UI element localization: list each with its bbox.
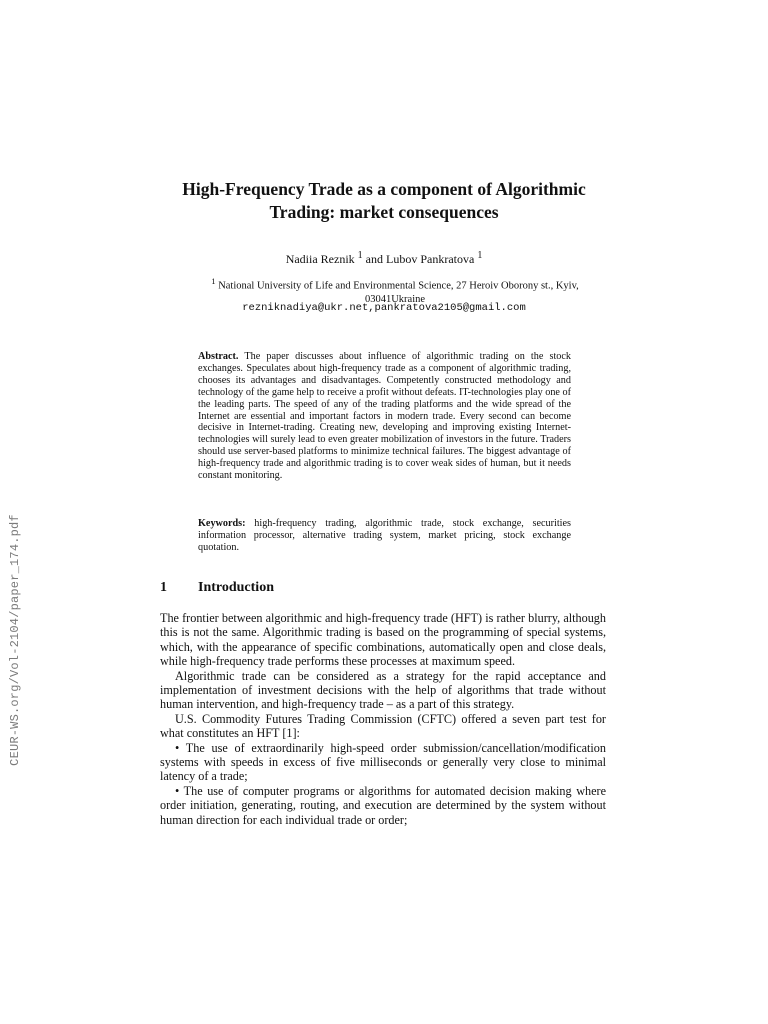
affiliation-text: National University of Life and Environmental Science, 27 Heroiv Oborony st., Kyiv, 03041Ukraine: [218, 280, 579, 305]
affiliation-mark: 1: [211, 276, 216, 286]
abstract-label: Abstract.: [198, 351, 239, 362]
section-body: [160, 611, 606, 827]
author-name: Lubov Pankratova: [386, 252, 475, 266]
author-separator: and: [365, 252, 386, 266]
section-title: Introduction: [198, 580, 274, 595]
body-paragraph: Algorithmic trade can be considered as a strategy for the rapid acceptance and implementation of investment decisions with the help of algorithms that trade without human intervention, and high-frequency trade – as a part of this strategy.: [160, 668, 606, 712]
keywords-text: high-frequency trading, algorithmic trade, stock exchange, securities information processor, alternative trading system, market pricing, stock exchange quotation.: [198, 518, 571, 553]
keywords: [198, 518, 571, 554]
bullet-item: • The use of computer programs or algorithms for automated decision making where order initiation, generating, routing, and execution are determined by the system without human direction for each individual trade or order;: [160, 783, 606, 827]
abstract-text: The paper discusses about influence of algorithmic trading on the stock exchanges. Speculates about high-frequency trade as a component of algorithmic trading, chooses its advantages and disadvantages. Competently constructed methodology and technology of the game help to receive a profit without defeats. IT-technologies play one of the leading parts. The speed of any of the trading platforms and the wide spread of the Internet are essential and important factors in modern trade. Every second can become decisive in Internet-trading. Creating new, developing and improving existing Internet-technologies will surely lead to even greater mobilization of investors in the future. Traders should use server-based platforms to minimize technical failures. The biggest advantage of high-frequency trade and algorithmic trading is to cover weak sides of human, but it needs constant monitoring.: [198, 351, 572, 482]
section-heading: [160, 580, 274, 596]
abstract: [198, 351, 571, 482]
author-affiliation-mark: 1: [357, 250, 363, 261]
affiliation: [185, 275, 605, 306]
side-identifier: [4, 514, 26, 766]
keywords-label: Keywords:: [198, 518, 246, 529]
paper-title: High-Frequency Trade as a component of Algorithmic Trading: market consequences: [182, 179, 586, 222]
body-paragraph: U.S. Commodity Futures Trading Commission (CFTC) offered a seven part test for what constitutes an HFT [1]:: [160, 711, 606, 741]
section-number: 1: [160, 580, 167, 595]
author-affiliation-mark: 1: [477, 250, 483, 261]
author-name: Nadiia Reznik: [285, 252, 355, 266]
author-emails[interactable]: rezniknadiya@ukr.net,pankratova2105@gmail.com: [242, 302, 526, 314]
body-paragraph: The frontier between algorithmic and high-frequency trade (HFT) is rather blurry, although this is not the same. Algorithmic trading is based on the programming of special systems, which, with the appearance of specific combinations, automatically open and close deals, while high-frequency trade performs these processes at maximum speed.: [160, 611, 606, 669]
authors-line: [150, 248, 618, 267]
bullet-item: • The use of extraordinarily high-speed order submission/cancellation/modification systems with speeds in excess of five milliseconds or generally very close to minimal latency of a trade;: [160, 740, 606, 784]
side-identifier-text: CEUR-WS.org/Vol-2104/paper_174.pdf: [8, 514, 23, 766]
